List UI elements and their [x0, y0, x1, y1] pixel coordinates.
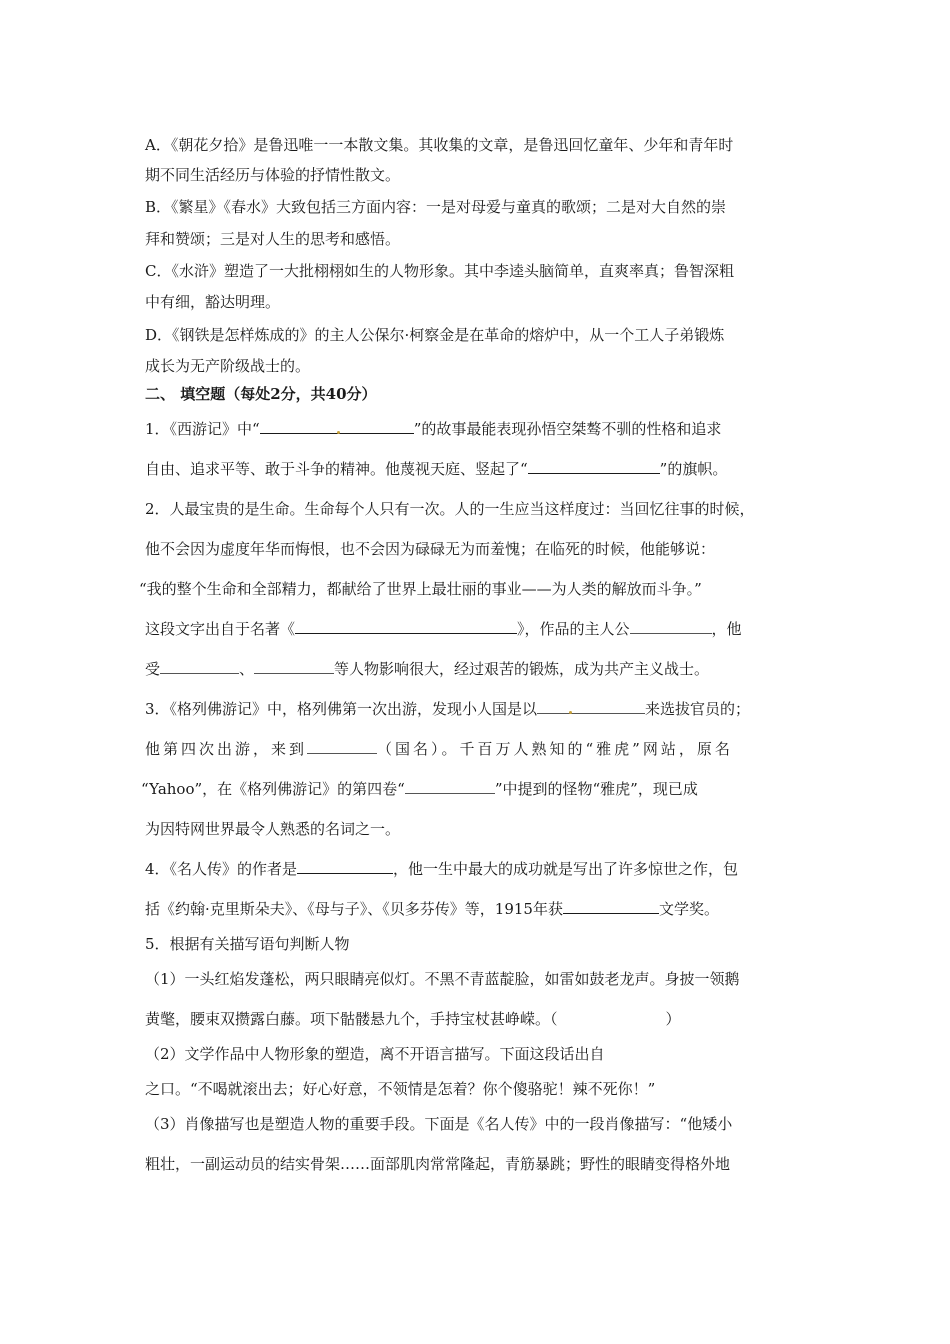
q1-line2	[145, 459, 727, 479]
q1-text-a: 1．《西游记》中“	[145, 420, 260, 438]
q5-title: 5．根据有关描写语句判断人物	[145, 935, 350, 953]
q4-text-b: ，他一生中最大的成功就是写出了许多惊世之作，包	[393, 860, 739, 878]
option-c-line2: 中有细，豁达明理。	[145, 293, 281, 311]
q1-text-c: 自由、追求平等、敢于斗争的精神。他蔑视天庭、竖起了“	[145, 460, 528, 478]
q3-text-c: 他第四次出游，来到	[145, 740, 308, 758]
q4-text-a: 4．《名人传》的作者是	[145, 860, 298, 878]
q2-text-b: 》，作品的主人公	[517, 620, 630, 638]
q4-blank-prize[interactable]	[563, 899, 659, 914]
q3-line4: 为因特网世界最令人熟悉的名词之一。	[145, 820, 401, 838]
q4-line2	[145, 899, 719, 919]
q3-text-d: （国名）。千百万人熟知的“雅虎”网站，原名	[377, 740, 733, 758]
q2-line4	[145, 619, 742, 639]
q4-text-c: 括《约翰·克里斯朵夫》、《母与子》、《贝多芬传》等，1915年获	[145, 900, 563, 918]
q2-blank-person1[interactable]	[160, 659, 239, 674]
q3-blank-dot	[569, 711, 572, 714]
option-a	[145, 135, 734, 184]
option-b-line1: B．《繁星》《春水》大致包括三方面内容：一是对母爱与童真的歌颂；二是对大自然的崇	[145, 198, 727, 216]
q1-blank-banner[interactable]	[528, 459, 660, 474]
q4-text-d: 文学奖。	[658, 900, 719, 918]
q2-text-a: 这段文字出自于名著《	[145, 620, 296, 638]
q2-text-e: 、	[239, 660, 255, 678]
q5-part2-line1: （2）文学作品中人物形象的塑造，离不开语言描写。下面这段话出自	[145, 1045, 605, 1063]
q2-text-d: 受	[145, 660, 161, 678]
option-a-line1: A．《朝花夕拾》是鲁迅唯一一本散文集。其收集的文章，是鲁迅回忆童年、少年和青年时	[145, 136, 734, 154]
option-d	[145, 325, 725, 375]
q2-text-f: 等人物影响很大，经过艰苦的锻炼，成为共产主义战士。	[334, 660, 710, 678]
q1-line1	[145, 419, 721, 439]
q5-part3-line2: 粗壮，一副运动员的结实骨架……面部肌肉常常隆起，青筋暴跳；野性的眼睛变得格外地	[145, 1155, 731, 1173]
q1-blank-story[interactable]	[260, 419, 414, 434]
option-c-line1: C．《水浒》塑造了一大批栩栩如生的人物形象。其中李逵头脑简单，直爽率真；鲁智深粗	[145, 262, 734, 280]
q5-part1-line1: （1）一头红焰发蓬松，两只眼睛亮似灯。不黑不青蓝靛脸，如雷如鼓老龙声。身披一领鹅	[145, 970, 740, 988]
q1-blank-dot	[337, 431, 340, 434]
q3-blank-country[interactable]	[307, 739, 377, 754]
option-b-line2: 拜和赞颂；三是对人生的思考和感悟。	[145, 230, 401, 248]
q2-line1: 2．人最宝贵的是生命。生命每个人只有一次。人的一生应当这样度过：当回忆往事的时候，	[145, 500, 755, 518]
q2-blank-book[interactable]	[295, 619, 517, 634]
option-a-line2: 期不同生活经历与体验的抒情性散文。	[145, 166, 401, 184]
option-d-line2: 成长为无产阶级战士的。	[145, 357, 311, 375]
q5-part1-text: 黄氅，腰束双攒露白藤。项下骷髅悬九个，手持宝杖甚峥嵘。（	[145, 1010, 558, 1028]
q3-blank-volume[interactable]	[405, 779, 495, 794]
q3-line1	[145, 699, 750, 719]
q5-part1-close: ）	[665, 1010, 681, 1028]
q3-blank-method[interactable]	[537, 699, 645, 714]
q2-line5	[145, 659, 709, 679]
option-c	[145, 261, 734, 311]
q5-part1-line2	[145, 1009, 681, 1029]
option-b	[145, 197, 727, 248]
q3-text-a: 3．《格列佛游记》中，格列佛第一次出游，发现小人国是以	[145, 700, 538, 718]
q3-text-b: 来选拔官员的；	[645, 700, 751, 718]
q3-text-f: ”中提到的怪物“雅虎”，现已成	[494, 780, 698, 798]
q2-blank-person2[interactable]	[254, 659, 334, 674]
q4-line1	[145, 859, 738, 879]
q2-blank-hero[interactable]	[630, 619, 712, 634]
q2-line2: 他不会因为虚度年华而悔恨，也不会因为碌碌无为而羞愧；在临死的时候，他能够说：	[145, 540, 716, 558]
q2-text-c: ，他	[711, 620, 742, 638]
q1-text-d: ”的旗帜。	[659, 460, 728, 478]
section-heading: 二、 填空题（每处2分，共40分）	[145, 385, 377, 403]
option-d-line1: D．《钢铁是怎样炼成的》的主人公保尔·柯察金是在革命的熔炉中，从一个工人子弟锻炼	[145, 326, 725, 344]
q2-line3: “我的整个生命和全部精力，都献给了世界上最壮丽的事业——为人类的解放而斗争。”	[139, 580, 702, 598]
q5-part2-line2: 之口。“不喝就滚出去；好心好意，不领情是怎着？你个傻骆驼！辣不死你！”	[145, 1080, 656, 1098]
q4-blank-author[interactable]	[297, 859, 393, 874]
q3-text-e: “Yahoo”，在《格列佛游记》的第四卷“	[141, 780, 405, 798]
q1-text-b: ”的故事最能表现孙悟空桀骜不驯的性格和追求	[413, 420, 722, 438]
q3-line3	[141, 779, 698, 799]
q5-part3-line1: （3）肖像描写也是塑造人物的重要手段。下面是《名人传》中的一段肖像描写：“他矮小	[145, 1115, 733, 1133]
q3-line2	[145, 739, 733, 759]
